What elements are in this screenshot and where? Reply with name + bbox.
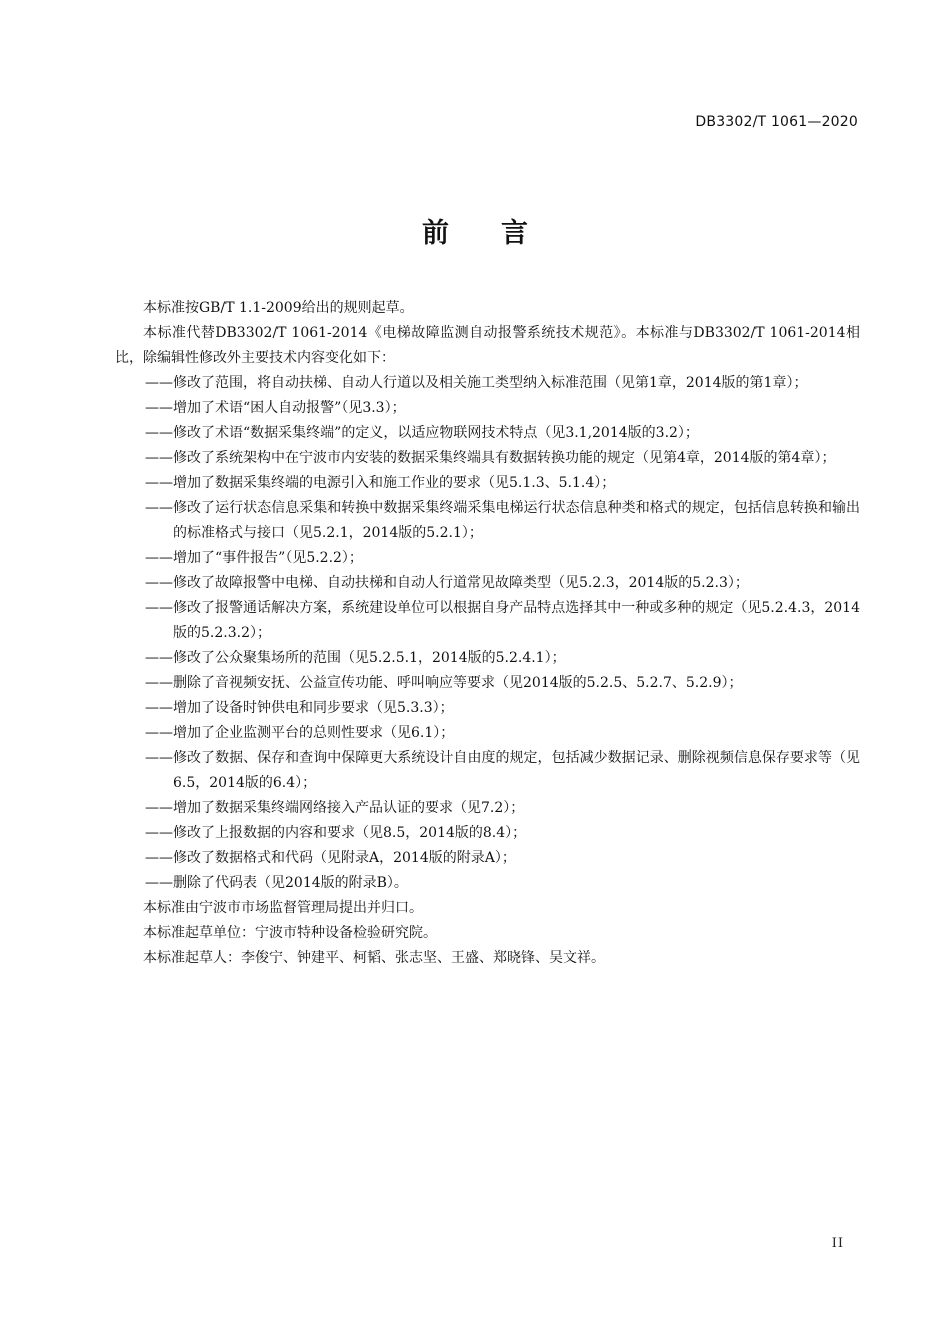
change-item: ——修改了数据格式和代码（见附录A，2014版的附录A）； (145, 850, 516, 866)
change-item: ——修改了系统架构中在宁波市内安装的数据采集终端具有数据转换功能的规定（见第4章，2014版的第4章）； (145, 450, 836, 466)
change-item: ——修改了运行状态信息采集和转换中数据采集终端采集电梯运行状态信息种类和格式的规定，包括信息转换和输出的标准格式与接口（见5.2.1，2014版的5.2.1）； (145, 500, 860, 541)
change-item: ——增加了企业监测平台的总则性要求（见6.1）； (145, 725, 455, 741)
change-item: ——修改了术语“数据采集终端”的定义，以适应物联网技术特点（见3.1,2014版的3.2）； (145, 425, 699, 441)
intro-paragraph-2: 本标准代替DB3302/T 1061-2014《电梯故障监测自动报警系统技术规范》。本标准与DB3302/T 1061-2014相比，除编辑性修改外主要技术内容变化如下： (115, 325, 860, 366)
proposer-statement: 本标准由宁波市市场监督管理局提出并归口。 (143, 900, 423, 916)
change-item: ——修改了报警通话解决方案，系统建设单位可以根据自身产品特点选择其中一种或多种的规定（见5.2.4.3，2014版的5.2.3.2）； (145, 600, 860, 641)
change-item: ——修改了范围，将自动扶梯、自动人行道以及相关施工类型纳入标准范围（见第1章，2014版的第1章）； (145, 375, 808, 391)
intro-paragraph-1: 本标准按GB/T 1.1-2009给出的规则起草。 (143, 300, 414, 316)
change-item: ——删除了代码表（见2014版的附录B）。 (145, 875, 408, 891)
drafting-unit-statement: 本标准起草单位：宁波市特种设备检验研究院。 (143, 925, 437, 941)
change-item: ——增加了数据采集终端网络接入产品认证的要求（见7.2）； (145, 800, 525, 816)
change-item: ——修改了数据、保存和查询中保障更大系统设计自由度的规定，包括减少数据记录、删除视频信息保存要求等（见6.5，2014版的6.4）； (145, 750, 860, 791)
drafters-statement: 本标准起草人：李俊宁、钟建平、柯韬、张志坚、王盛、郑晓锋、吴文祥。 (143, 950, 605, 966)
change-item: ——增加了数据采集终端的电源引入和施工作业的要求（见5.1.3、5.1.4）； (145, 475, 616, 491)
page-number: II (831, 1236, 844, 1251)
page-title: 前言 (422, 218, 580, 249)
change-item: ——增加了“事件报告”（见5.2.2）； (145, 550, 363, 566)
change-item: ——删除了音视频安抚、公益宣传功能、呼叫响应等要求（见2014版的5.2.5、5.2.7、5.2.9）； (145, 675, 743, 691)
change-item: ——修改了上报数据的内容和要求（见8.5，2014版的8.4）； (145, 825, 527, 841)
change-item: ——增加了术语“困人自动报警”（见3.3）； (145, 400, 406, 416)
foreword-body (115, 296, 860, 971)
change-item: ——修改了公众聚集场所的范围（见5.2.5.1，2014版的5.2.4.1）； (145, 650, 566, 666)
change-item: ——增加了设备时钟供电和同步要求（见5.3.3）； (145, 700, 454, 716)
document-code: DB3302/T 1061—2020 (695, 114, 858, 130)
change-item: ——修改了故障报警中电梯、自动扶梯和自动人行道常见故障类型（见5.2.3，2014版的5.2.3）； (145, 575, 749, 591)
